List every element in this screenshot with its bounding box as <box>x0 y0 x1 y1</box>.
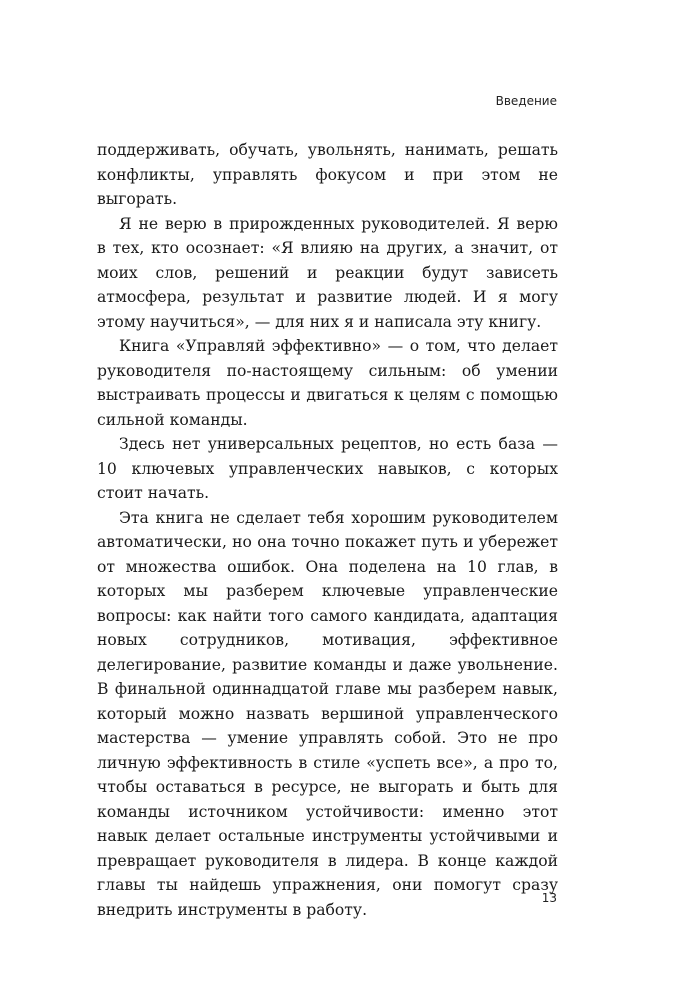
paragraph: Здесь нет универсальных рецептов, но есть база — 10 ключевых управленческих навыков, с которых стоит начать. <box>97 435 558 502</box>
running-head: Введение <box>495 94 557 108</box>
page-number: 13 <box>541 891 557 905</box>
paragraph-continuation: поддерживать, обучать, увольнять, нанимать, решать конфликты, управлять фокусом и при этом не выгорать. <box>97 141 558 208</box>
paragraph: Эта книга не сделает тебя хорошим руководителем автоматически, но она точно покажет путь и убережет от множества ошибок. Она поделена на 10 глав, в которых мы разберем ключевые управленческие вопросы: как найти того самого кандидата, адаптация новых сотрудников, мотивация, эффективное делегирование, развитие команды и даже увольнение. В финальной одиннадцатой главе мы разберем навык, который можно назвать вершиной управленческого мастерства — умение управлять собой. Это не про личную эффективность в стиле «успеть все», а про то, чтобы оставаться в ресурсе, не выгорать и быть для команды источником устойчивости: именно этот навык делает остальные инструменты устойчивыми и превращает руководителя в лидера. В конце каждой главы ты найдешь упражнения, они помогут сразу внедрить инструменты в работу. <box>97 508 558 919</box>
paragraph: Я не верю в прирожденных руководителей. Я верю в тех, кто осознает: «Я влияю на других, а значит, от моих слов, решений и реакции будут зависеть атмосфера, результат и развитие людей. И я могу этому научиться», — для них я и написала эту книгу. <box>97 214 558 331</box>
paragraph: Книга «Управляй эффективно» — о том, что делает руководителя по-настоящему сильным: об умении выстраивать процессы и двигаться к целям с помощью сильной команды. <box>97 337 558 429</box>
body-text <box>97 138 558 922</box>
